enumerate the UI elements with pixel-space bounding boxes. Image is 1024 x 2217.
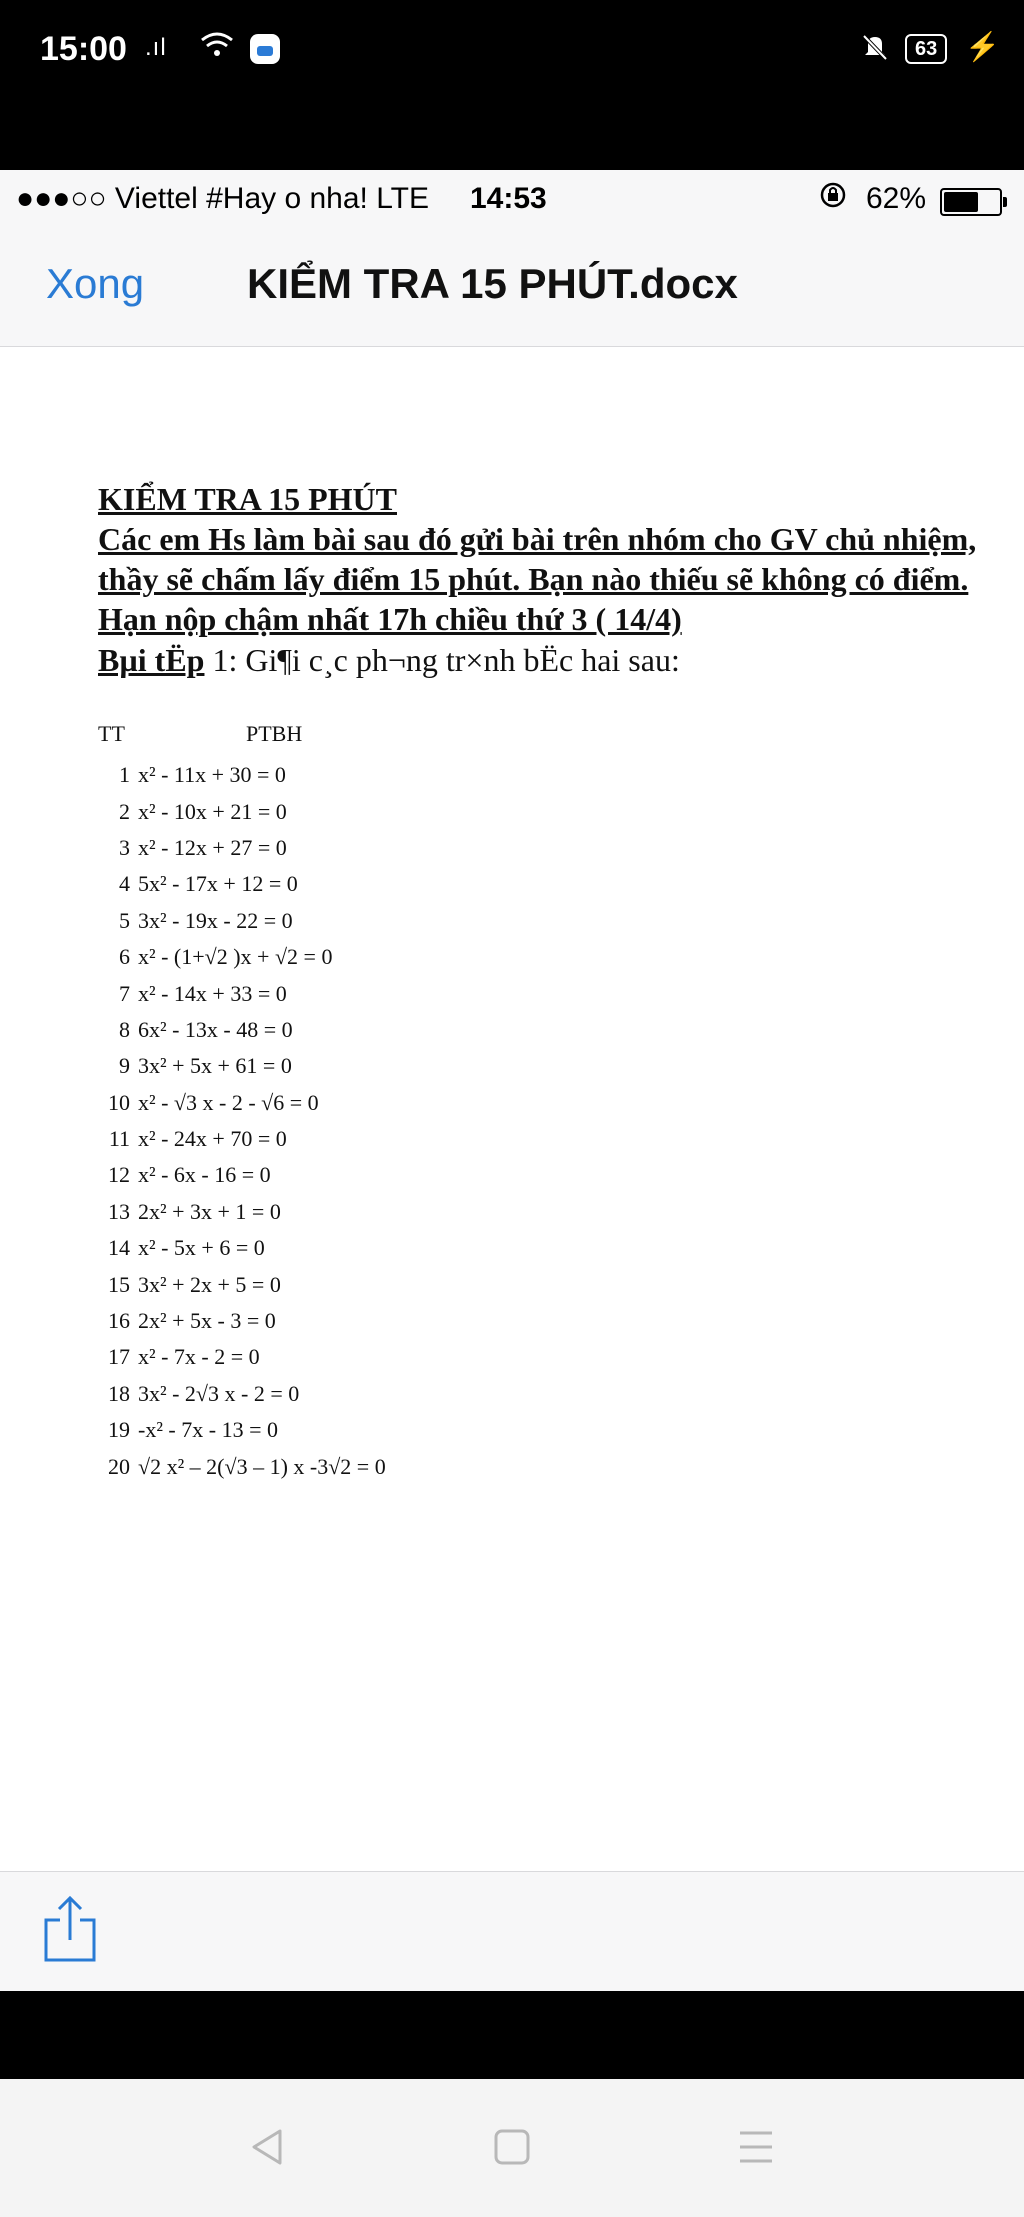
table-row	[98, 1085, 978, 1121]
equation: 5x² - 17x + 12 = 0	[138, 871, 298, 897]
ios-clock: 14:53	[470, 182, 547, 215]
task-label: Bµi tËp	[98, 642, 205, 678]
row-number: 3	[119, 834, 130, 860]
column-tt: TT	[98, 721, 125, 746]
equation: x² - 7x - 2 = 0	[138, 1344, 260, 1370]
battery-icon	[940, 188, 1002, 216]
row-number: 15	[108, 1271, 130, 1297]
wifi-icon	[200, 30, 234, 68]
table-row	[98, 1303, 978, 1339]
battery-percent: 62%	[866, 182, 927, 215]
row-number: 19	[108, 1417, 130, 1443]
equation: 3x² - 19x - 22 = 0	[138, 907, 293, 933]
android-navigation-bar	[0, 2079, 1024, 2217]
ios-status-bar	[0, 170, 1024, 228]
table-row	[98, 939, 978, 975]
back-triangle-icon[interactable]	[240, 2119, 296, 2175]
table-row	[98, 903, 978, 939]
document-page	[98, 479, 978, 1485]
row-number: 8	[119, 1016, 130, 1042]
table-row	[98, 1157, 978, 1193]
equation: x² - √3 x - 2 - √6 = 0	[138, 1089, 319, 1115]
rotation-lock-icon	[818, 180, 848, 218]
table-row	[98, 1121, 978, 1157]
column-ptbh: PTBH	[246, 721, 303, 746]
row-number: 5	[119, 907, 130, 933]
table-row	[98, 975, 978, 1011]
screen-divider	[0, 1991, 1024, 2079]
home-square-icon[interactable]	[484, 2119, 540, 2175]
table-row	[98, 1194, 978, 1230]
table-row	[98, 1339, 978, 1375]
equation: 6x² - 13x - 48 = 0	[138, 1016, 293, 1042]
row-number: 12	[108, 1162, 130, 1188]
equation: x² - 5x + 6 = 0	[138, 1235, 265, 1261]
table-header	[98, 721, 978, 757]
navigation-bar	[0, 228, 1024, 347]
equation: x² - 12x + 27 = 0	[138, 834, 287, 860]
table-row	[98, 793, 978, 829]
android-clock: 15:00	[40, 30, 127, 68]
row-number: 13	[108, 1198, 130, 1224]
equation: x² - 24x + 70 = 0	[138, 1126, 287, 1152]
table-row	[98, 1266, 978, 1302]
table-row	[98, 1376, 978, 1412]
app-notification-icon	[250, 34, 280, 64]
table-row	[98, 1448, 978, 1484]
table-row	[98, 757, 978, 793]
row-number: 4	[119, 871, 130, 897]
row-number: 7	[119, 980, 130, 1006]
equation: 2x² + 5x - 3 = 0	[138, 1308, 276, 1334]
row-number: 16	[108, 1308, 130, 1334]
document-title: KIỂM TRA 15 PHÚT.docx	[247, 260, 738, 307]
table-row	[98, 1412, 978, 1448]
done-button[interactable]: Xong	[46, 260, 145, 307]
row-number: 2	[119, 798, 130, 824]
row-number: 17	[108, 1344, 130, 1370]
row-number: 11	[108, 1126, 130, 1152]
row-number: 6	[119, 944, 130, 970]
table-row	[98, 1230, 978, 1266]
equation-table	[98, 721, 978, 1485]
equation: 3x² + 2x + 5 = 0	[138, 1271, 281, 1297]
row-number: 20	[108, 1453, 130, 1479]
equation: x² - (1+√2 )x + √2 = 0	[138, 944, 333, 970]
equation: x² - 14x + 33 = 0	[138, 980, 287, 1006]
bottom-toolbar	[0, 1871, 1024, 1992]
row-number: 9	[119, 1053, 130, 1079]
row-number: 18	[108, 1380, 130, 1406]
carrier-label: ●●●○○ Viettel #Hay o nha! LTE	[16, 182, 430, 215]
table-row	[98, 1048, 978, 1084]
equation: x² - 6x - 16 = 0	[138, 1162, 271, 1188]
doc-heading: KIỂM TRA 15 PHÚT	[98, 481, 397, 517]
mute-bell-icon	[860, 32, 890, 70]
signal-icon: .ıl	[145, 34, 167, 61]
equation: -x² - 7x - 13 = 0	[138, 1417, 278, 1443]
battery-indicator: 63	[905, 34, 947, 64]
equation: 3x² - 2√3 x - 2 = 0	[138, 1380, 300, 1406]
android-status-bar	[0, 0, 1024, 170]
doc-instructions: Các em Hs làm bài sau đó gửi bài trên nhóm cho GV chủ nhiệm, thầy sẽ chấm lấy điểm 15 phút. Bạn nào thiếu sẽ không có điểm. Hạn nộp chậm nhất 17h chiều thứ 3 ( 14/4)	[98, 521, 977, 637]
equation: x² - 11x + 30 = 0	[138, 762, 286, 788]
row-number: 1	[119, 762, 130, 788]
share-icon[interactable]	[40, 1894, 100, 1964]
table-row	[98, 1012, 978, 1048]
menu-lines-icon[interactable]	[728, 2119, 784, 2175]
row-number: 10	[108, 1089, 130, 1115]
task-intro	[98, 639, 978, 681]
row-number: 14	[108, 1235, 130, 1261]
equation: 2x² + 3x + 1 = 0	[138, 1198, 281, 1224]
task-text: 1: Gi¶i c¸c ph¬ng tr×nh bËc hai sau:	[204, 642, 680, 678]
table-row	[98, 830, 978, 866]
equation: √2 x² – 2(√3 – 1) x -3√2 = 0	[138, 1453, 386, 1479]
charging-icon: ⚡	[965, 31, 1000, 62]
equation: x² - 10x + 21 = 0	[138, 798, 287, 824]
table-row	[98, 866, 978, 902]
equation: 3x² + 5x + 61 = 0	[138, 1053, 292, 1079]
document-viewer[interactable]	[0, 347, 1024, 1871]
